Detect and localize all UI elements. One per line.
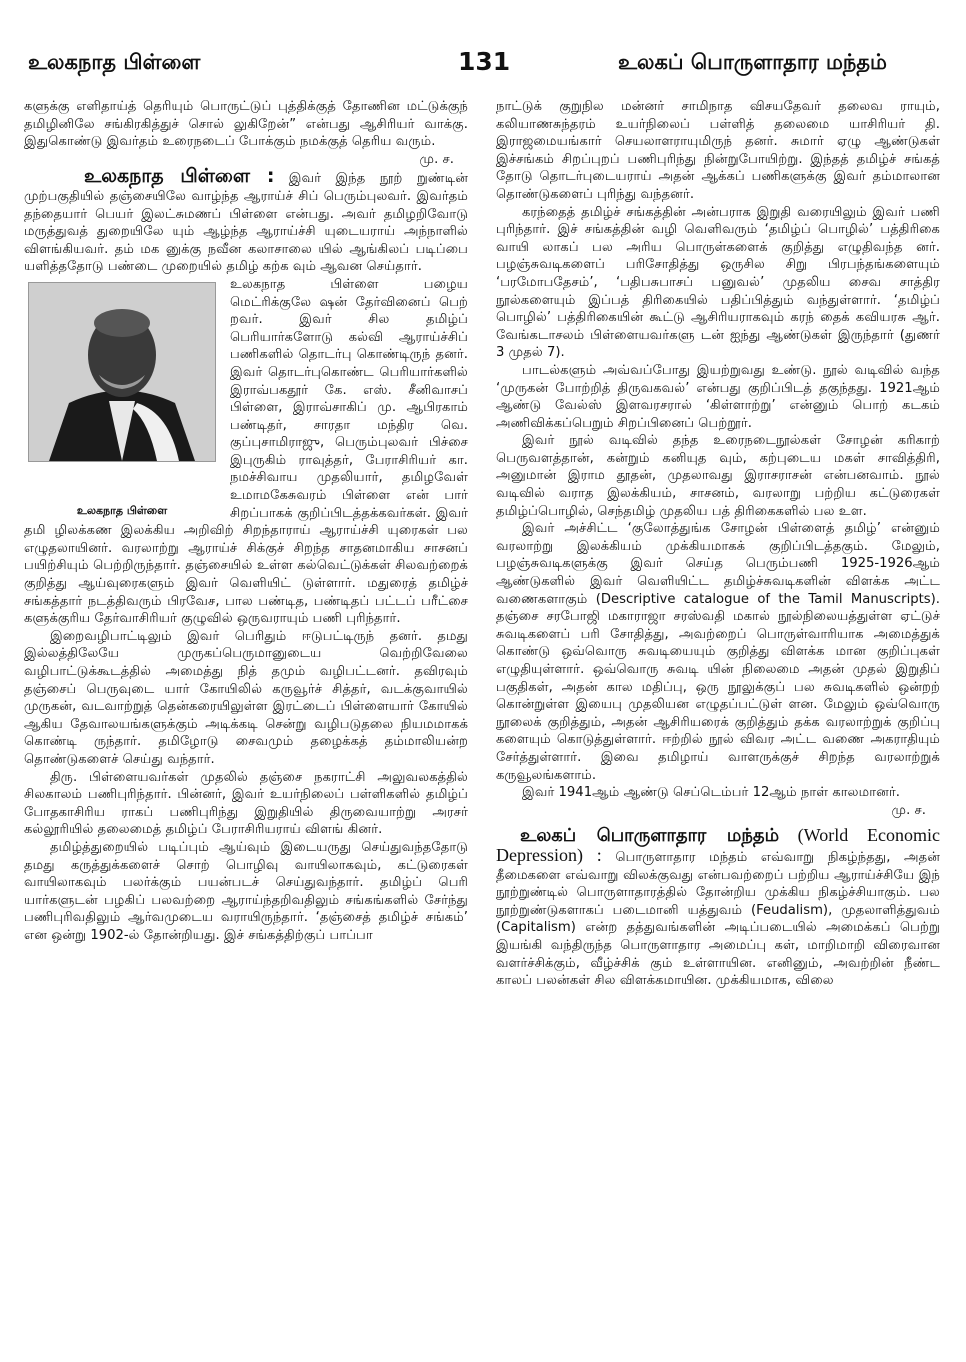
portrait-figure <box>24 282 220 520</box>
right-column <box>496 98 940 990</box>
entry-title: உலகநாத பிள்ளை : <box>84 165 275 188</box>
entry-title-english: (World Economic Depression) : <box>496 825 940 865</box>
paragraph: இறைவழிபாட்டிலும் இவர் பெரிதும் ஈடுபட்டிருந் தனர். தமது இல்லத்திலேயே முருகப்பெருமானுடைய வெற்றிவேலை வழிபாட்டுக்கூடத்தில் அமைத்து நித் தமும் வழிபட்டனர். தவிரவும் தஞ்சைப் பெருவுடை யார் கோயிலில் கருவூர்ச் சித்தர், வடக்குவாயில் முருகன், வடவாற்றுத் தென்கரையிலுள்ள இரட்டைப் பிள்ளையார் கோயில் ஆகிய தேவாலயங்களுக்கும் அடிக்கடி சென்று வழிபடுதலை நியமமாகக் கொண்டி ருந்தார். தமிழோடு சைவமும் தழைக்கத் தம்மாலியன்ற தொண்டுகளைச் செய்து வந்தார். <box>24 628 468 767</box>
paragraph: இவர் நூல் வடிவில் தந்த உரைநடைநூல்கள் சோழன் கரிகாற் பெருவளத்தான், கன்றும் கனியுத வும், கற்புடைய மகள் சாவித்திரி, அனுமான் இராம தூதன், முதலாவது இராசராசன் என்பனவாம். நூல் வடிவில் வராத இலக்கியம், சாசனம், வரலாறு பற்றிய கட்டுரைகள் தமிழ்ப்பொழில், செந்தமிழ் முதலிய பத் திரிகைகளில் பல உள. <box>496 433 940 519</box>
running-header-right: உலகப் பொருளாதார மந்தம் <box>618 50 887 74</box>
paragraph: நாட்டுக் குறுநில மன்னர் சாமிநாத விசயதேவர் தலைவ ராயும், கலியாணசுந்தரம் உயர்நிலைப் பள்ளித் தலைமை யாசிரியர் தி. இராஜமையங்கார் செயலாளராயுமிருந் தனர். சுமார் ஏழு ஆண்டுகள் இச்சங்கம் சிறப்புறப் பணிபுரிந்து நின்றுபோயிற்று. இந்தத் தமிழ்ச் சங்கத் தோடு தொடர்புடையராய் அதன் ஆக்கப் பணிகளுக்கு இவர் தம்மாலான தொண்டுகளைப் புரிந்து வந்தனர். <box>496 99 940 202</box>
portrait-photo <box>28 282 216 462</box>
author-signature: மு. ச. <box>891 802 926 818</box>
paragraph: திரு. பிள்ளையவர்கள் முதலில் தஞ்சை நகராட்சி அலுவலகத்தில் சிலகாலம் பணிபுரிந்தார். பின்னர், இவர் உயர்நிலைப் பள்ளிகளில் தமிழ்ப் போதகாசிரிய ராகப் பணிபுரிந்து இறுதியில் திருவையாற்று அரசர் கல்லூரியில் தலைமைத் தமிழ்ப் பேராசிரியராய் விளங் கினர். <box>24 769 468 838</box>
paragraph: களுக்கு எளிதாய்த் தெரியும் பொருட்டுப் புத்திக்குத் தோணின மட்டுக்குந் தமிழினிலே சங்கிரகித்துச் சொல் லுகிறேன்” என்பது ஆசிரியர் வாக்கு. இதுகொண்டு இவர்தம் உரைநடைப் போக்கும் நமக்குத் தெரிய வரும். <box>24 99 468 150</box>
entry-title: உலகப் பொருளாதார மந்தம் <box>520 825 780 847</box>
paragraph: உலகநாத பிள்ளை பழைய மெட்ரிக்குலே ஷன் தேர்வினைப் பெற் றவர். இவர் சில தமிழ்ப் பெரியார்களோடு கல்வி ஆராய்ச்சிப் பணிகளில் தொடர்பு கொண்டிருந் தனர். இவர் தொடர்புகொண்ட பெரியார்களில் இராவ்பகதூர் கே. எஸ். சீனிவாசப் பிள்ளை, இராவ்சாகிப் மு. ஆபிரகாம் பண்டிதர், சாரதா மந்திர வெ. குப்புசாமிராஜு, பெரும்புலவர் பிச்சை இபுருகிம் ராவுத்தர், பேராசிரியர் கா. நமச்சிவாய முதலியார், தமிழவேள் உமாமகேசுவரம் பிள்ளை என் பார் சிறப்பாகக் குறிப்பிடத்தக்கவர்கள். இவர் தமி ழிலக்கண இலக்கிய அறிவிற் சிறந்தாராய் ஆராய்ச்சி யுரைகள் பல எழுதலாயினர். வரலாற்று ஆராய்ச் சிக்குச் சிறந்த சாதனமாகிய சாசனப் பயிற்சியும் பெற்றிருந்தார். தஞ்சையில் உள்ள கல்வெட்டுக்கள் சிலவற்றைக் குறித்து ஆய்வுரைகளும் இவர் வெளியிட் டுள்ளார். மதுரைத் தமிழ்ச் சங்கத்தார் நடத்திவரும் பிரவேச, பால பண்டித, பண்டிதப் பட்டப் பரீட்சை களுக்குரிய தேர்வாசிரியர் குழுவில் ஒருவராயும் பணி புரிந்தார். <box>24 276 468 627</box>
entry <box>496 827 940 989</box>
page-number: 131 <box>458 47 511 76</box>
paragraph: பாடல்களும் அவ்வப்போது இயற்றுவது உண்டு. நூல் வடிவில் வந்த ‘முருகன் போற்றித் திருவகவல்’ என்பது குறிப்பிடத் தகுந்தது. 1921ஆம் ஆண்டு வேல்ஸ் இளவரசரால் ‘கிள்ளாற்று’ என்னும் பொற் கடகம் அணிவிக்கப்பெறும் சிறப்பினைப் பெற்றூர். <box>496 362 940 431</box>
running-header-left: உலகநாத பிள்ளை <box>28 50 201 74</box>
paragraph: பொருளாதார மந்தம் எவ்வாறு நிகழ்ந்தது, அதன் தீமைகளை எவ்வாறு விலக்குவது என்பவற்றைப் பற்றிய ஆராய்ச்சியே இந் நூற்றுண்டில் பொருளாதாரத்தில் தோன்றிய முக்கிய நிகழ்ச்சியாகும். பல நூற்றுண்டுகளாகப் படைமானி யத்துவம் (Feudalism), முதலாளித்துவம் (Capitalism) என்ற தத்துவங்களின் அடிப்படையில் அமைக்கப் பெற்று இயங்கி வந்திருந்த பொருளாதார அமைப்பு கள், மாறிமாறி விரைவான வளர்ச்சிக்கும், வீழ்ச்சிக் கும் உள்ளாயின. எனினும், அவற்றின் நீண்ட காலப் பலன்கள் சில விளக்கமாயின. முக்கியமாக, விலை <box>496 849 940 989</box>
entry <box>24 165 468 276</box>
paragraph: இவர் இந்த நூற் றுண்டின் முற்பகுதியில் தஞ்சையிலே வாழ்ந்த ஆராய்ச் சிப் பெரும்புலவர். இவர்தம் தந்தையார் பெயர் இலட்சுமணப் பிள்ளை என்பது. அவர் தமிழறிவோடு மருத்துவத் துறையிலே யும் ஆழ்ந்த ஆராய்ச்சி யுடையராய் அந்நாளில் விளங்கியவர். தம் மக னுக்கு நவீன கலாசாலை யில் ஆங்கிலப் படிப்பை யளித்ததோடு பண்டை முறையில் தமிழ் கற்க வும் ஆவன செய்தார். <box>24 171 468 275</box>
author-signature: மு. ச. <box>419 151 454 167</box>
paragraph: இவர் 1941ஆம் ஆண்டு செப்டெம்பர் 12ஆம் நாள் காலமானர். <box>522 785 900 801</box>
portrait-image <box>29 283 215 461</box>
photo-caption: உலகநாத பிள்ளை <box>76 503 168 517</box>
left-column <box>24 98 468 945</box>
paragraph: தமிழ்த்துறையில் படிப்பும் ஆய்வும் இடையருது செய்துவந்ததோடு தமது கருத்துக்களைச் சொற் பொழிவு வாயிலாகவும், கட்டுரைகள் வாயிலாகவும் பலர்க்கும் பயன்படச் செய்துவந்தார். தமிழ்ப் பெரி யார்களுடன் பழகிப் பலவற்றை ஆராய்ந்தறிவதிலும் சங்கங்களில் சேர்ந்து பணிபுரிவதிலும் ஆர்வமுடைய வராயிருந்தார். ‘தஞ்சைத் தமிழ்ச் சங்கம்’ என ஒன்று 1902-ல் தோன்றியது. இச் சங்கத்திற்குப் பாப்பா <box>24 839 468 943</box>
paragraph: இவர் அச்சிட்ட ‘குலோத்துங்க சோழன் பிள்ளைத் தமிழ்’ என்னும் வரலாற்று இலக்கியம் முக்கியமாகக் குறிப்பிடத்தகும். மேலும், பழஞ்சுவடிகளுக்கு இவர் செய்த பெரும்பணி 1925-1926ஆம் ஆண்டுகளில் இவர் வெளியிட்ட தமிழ்ச்சுவடிகளின் விளக்க அட்ட வணைகளாகும் (Descriptive catalogue of the Tamil Manuscripts). தஞ்சை சரபோஜி மகாராஜா சரஸ்வதி மகால் நூல்நிலையத்துள்ள ஏட்டுச் சுவடிகளைப் பரி சோதித்து, அவற்றைப் பொருள்வாரியாக அமைத்துக் கொண்டு ஒவ்வொரு சுவடியையும் குறித்து விளக்க மான குறிப்புகள் எழுதியுள்ளார். ஒவ்வொரு சுவடி யின் நிலைமை அதன் முதல் இறுதிப் பகுதிகள், அதன் கால மதிப்பு, ஒரு நூலுக்குப் பல சுவடிகளில் ஒன்றற் கொன்றுள்ள இயைபு முதலியன எழுதப்பட்டுள் ளன. மேலும் ஒவ்வொரு நூலைக் குறித்தும், அதன் ஆசிரியரைக் குறித்தும் தக்க வரலாற்றுக் குறிப்பு களையும் கொடுத்துள்ளார். ஈற்றில் நூல் விவர அட்ட வணை அகராதியும் சேர்த்துள்ளார். இவை தமிழாய் வாளருக்குச் சிறந்த வரலாற்றுக் கருவூலங்களாம். <box>496 521 940 783</box>
paragraph: கரந்தைத் தமிழ்ச் சங்கத்தின் அன்பராக இறுதி வரையிலும் இவர் பணி புரிந்தார். இச் சங்கத்தின் வழி வெளிவரும் ‘தமிழ்ப் பொழில்’ பத்திரிகை வாயி லாகப் பல அரிய பொருள்களைக் குறித்து எழுதிவந்த னர். பழஞ்சுவடிகளைப் பரிசோதித்து ஒருசில சிறு பிரபந்தங்களையும் ‘பரமோபதேசம்’, ‘பதிபசுபாசப் பனுவல்’ முதலிய சைவ சாத்திர நூல்களையும் இப்பத் திரிகையில் பதிப்பித்தும் வந்துள்ளார். ‘தமிழ்ப் பொழில்’ பத்திரிகையின் கூட்டு ஆசிரியராகவும் கரந் தைக் கவியரசு ஆர். வேங்கடாசலம் பிள்ளையவர்களு டன் ஐந்து ஆண்டுகள் இருந்தார் (துணர் 3 முதல் 7). <box>496 204 940 361</box>
